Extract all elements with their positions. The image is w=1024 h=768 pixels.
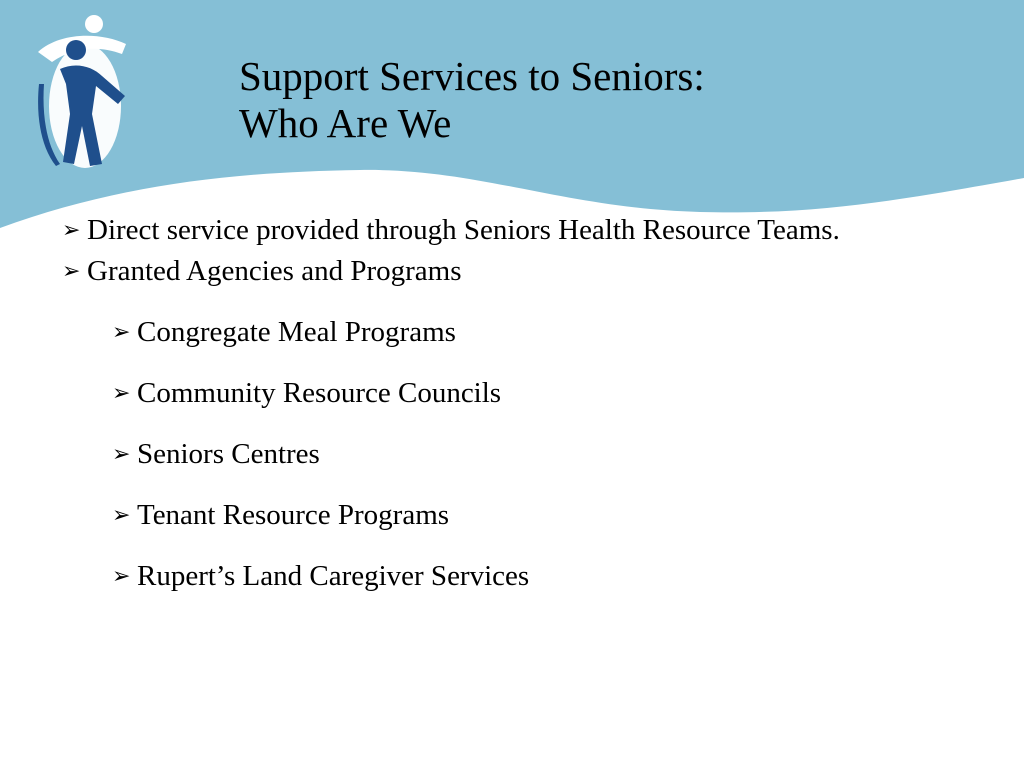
sub-bullet-item bbox=[62, 434, 942, 475]
sub-bullet-item bbox=[62, 312, 942, 353]
bullet-text: Tenant Resource Programs bbox=[137, 499, 450, 531]
person-figure-logo bbox=[30, 14, 140, 179]
bullet-item bbox=[62, 251, 942, 292]
sub-bullet-item bbox=[62, 495, 942, 536]
bullet-text: Community Resource Councils bbox=[137, 377, 502, 409]
arrowhead-bullet-icon: ➢ bbox=[62, 259, 81, 284]
bullet-text: Rupert’s Land Caregiver Services bbox=[137, 560, 530, 592]
bullet-text: Granted Agencies and Programs bbox=[87, 255, 462, 287]
bullet-text: Congregate Meal Programs bbox=[137, 316, 456, 348]
arrowhead-bullet-icon: ➢ bbox=[112, 564, 131, 589]
arrowhead-bullet-icon: ➢ bbox=[112, 381, 131, 406]
bullet-list bbox=[62, 210, 942, 597]
arrowhead-bullet-icon: ➢ bbox=[112, 320, 131, 345]
title-line-2: Who Are We bbox=[239, 100, 452, 146]
title-line-1: Support Services to Seniors: bbox=[239, 53, 705, 99]
arrowhead-bullet-icon: ➢ bbox=[62, 218, 81, 243]
bullet-item bbox=[62, 210, 942, 251]
bullet-text: Seniors Centres bbox=[137, 438, 320, 470]
bullet-text: Direct service provided through Seniors Health Resource Teams. bbox=[87, 214, 840, 246]
arrowhead-bullet-icon: ➢ bbox=[112, 503, 131, 528]
slide-title bbox=[239, 53, 705, 147]
sub-bullet-item bbox=[62, 373, 942, 414]
arrowhead-bullet-icon: ➢ bbox=[112, 442, 131, 467]
sub-bullet-item bbox=[62, 556, 942, 597]
